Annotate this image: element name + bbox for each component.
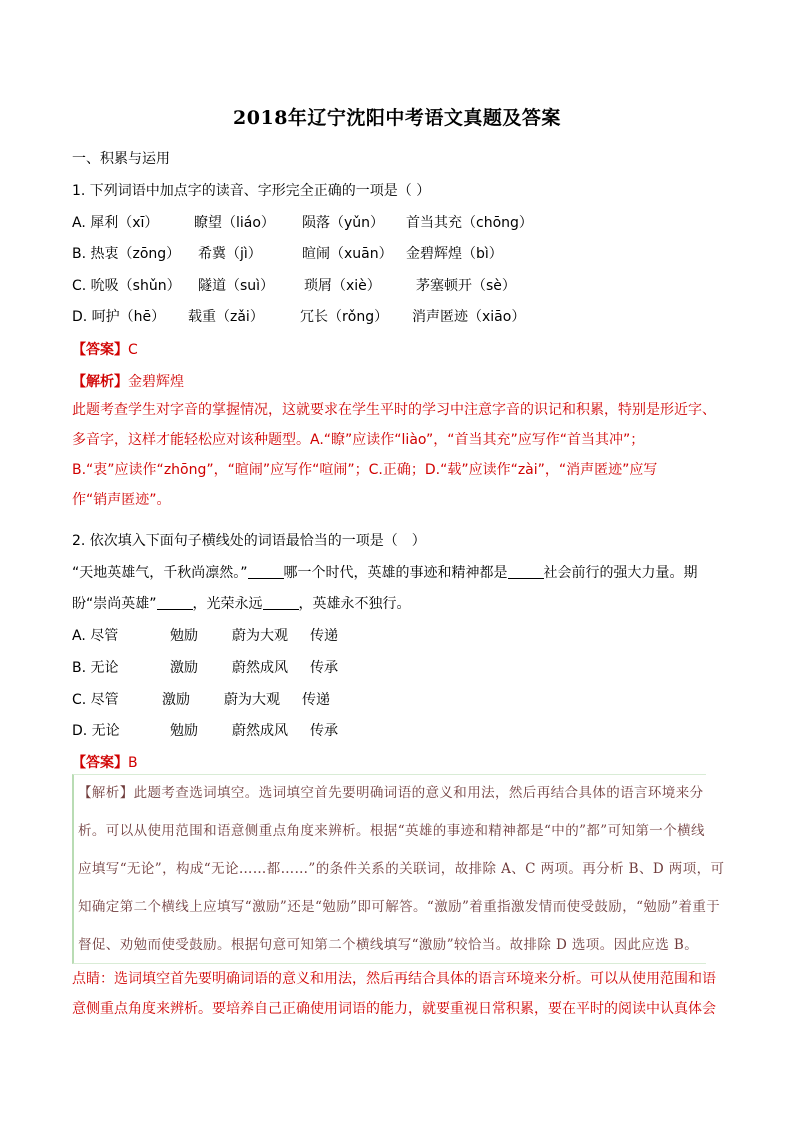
question-1-stem: 1. 下列词语中加点字的读音、字形完全正确的一项是（ ） — [72, 183, 431, 199]
q2-option-a — [72, 625, 338, 645]
scanned-line: 督促、劝勉而使受鼓励。根据句意可知第二个横线填写“激励”较恰当。故排除 D 选项。因此应选 B。 — [78, 937, 699, 953]
sentence-text: ，光荣永远 — [192, 596, 263, 612]
q2-option-c-item: 传递 — [302, 692, 330, 708]
sentence-text: 盼“崇尚英雄” — [72, 596, 157, 612]
answer-value: C — [128, 342, 138, 358]
fill-blank — [508, 564, 544, 579]
q2-option-b-item: B. 无论 — [72, 660, 119, 676]
q1-option-d-item: 冗长（rǒng） — [300, 309, 389, 325]
q1-option-a — [72, 212, 533, 232]
answer-value: B — [128, 755, 138, 771]
answer-label: 【答案】 — [72, 342, 128, 358]
q2-sentence-line-2 — [72, 593, 411, 613]
q2-option-a-item: 传递 — [310, 628, 338, 644]
fill-blank — [157, 595, 193, 610]
q1-option-c — [72, 275, 516, 295]
q2-option-d-item: 蔚然成风 — [232, 723, 288, 739]
q1-option-d-item: 消声匿迹（xiāo） — [412, 309, 526, 325]
q2-tip — [72, 964, 732, 1024]
analysis-line: B.“衷”应读作“zhōng”，“暄闹”应写作“喧闹”；C.正确；D.“载”应读作“zài”，“消声匿迹”应写 — [72, 462, 658, 478]
q2-option-b-item: 蔚然成风 — [232, 660, 288, 676]
q1-option-b-item: 金碧辉煌（bì） — [406, 246, 503, 262]
q2-option-a-item: A. 尽管 — [72, 628, 119, 644]
q2-option-b — [72, 657, 338, 677]
analysis-line: 此题考查学生对字音的掌握情况，这就要求在学生平时的学习中注意字音的识记和积累，特别是形近字、 — [72, 402, 716, 418]
q2-option-a-item: 勉励 — [170, 628, 198, 644]
q2-option-b-item: 激励 — [170, 660, 198, 676]
q1-option-b-item: 希冀（jì） — [198, 246, 262, 262]
q1-option-a-item: 瞭望（liáo） — [194, 215, 275, 231]
q2-option-c-item: 蔚为大观 — [224, 692, 280, 708]
analysis-label: 【解析】 — [72, 374, 128, 390]
q1-analysis-body — [72, 395, 722, 515]
q1-option-c-item: 隧道（suì） — [198, 278, 275, 294]
q1-option-d-item: D. 呵护（hē） — [72, 309, 166, 325]
q2-answer — [72, 752, 138, 772]
q2-option-d-item: D. 无论 — [72, 723, 120, 739]
q1-option-d-item: 载重（zǎi） — [188, 309, 264, 325]
q1-option-a-item: 首当其充（chōng） — [406, 215, 533, 231]
q2-option-d — [72, 720, 338, 740]
q1-option-c-item: 琐屑（xiè） — [304, 278, 381, 294]
scanned-line: 析。可以从使用范围和语意侧重点角度来辨析。根据“英雄的事迹和精神都是“中的”都”可知第一个横线 — [78, 823, 705, 839]
q1-option-c-item: 茅塞顿开（sè） — [416, 278, 516, 294]
q2-option-c — [72, 689, 330, 709]
analysis-line: 作“销声匿迹”。 — [72, 492, 171, 508]
q2-sentence-line-1 — [72, 562, 698, 582]
q1-option-a-item: 陨落（yǔn） — [302, 215, 385, 231]
sentence-text: 哪一个时代，英雄的事迹和精神都是 — [283, 565, 508, 581]
q2-option-c-item: C. 尽管 — [72, 692, 119, 708]
scanned-line: 【解析】此题考查选词填空。选词填空首先要明确词语的意义和用法，然后再结合具体的语言环境来分 — [78, 785, 704, 801]
q1-option-b-item: 暄闹（xuān） — [302, 246, 393, 262]
scanned-analysis-image — [72, 774, 725, 964]
q2-option-b-item: 传承 — [310, 660, 338, 676]
sentence-text: “天地英雄气，千秋尚凛然。” — [72, 565, 248, 581]
q1-option-b-item: B. 热衷（zōng） — [72, 246, 181, 262]
sentence-text: ，英雄永不独行。 — [298, 596, 411, 612]
q1-answer — [72, 339, 138, 359]
tip-line: 意侧重点角度来辨析。要培养自己正确使用词语的能力，就要重视日常积累，要在平时的阅读中认真体会 — [72, 1001, 716, 1017]
scanned-line: 应填写“无论”，构成“无论……都……”的条件关系的关联词，故排除 A、C 两项。再分析 B、D 两项，可 — [78, 861, 725, 877]
q1-option-a-item: A. 犀利（xī） — [72, 215, 159, 231]
q2-option-d-item: 传承 — [310, 723, 338, 739]
analysis-headword: 金碧辉煌 — [128, 374, 184, 390]
scanned-line: 知确定第二个横线上应填写“激励”还是“勉励”即可解答。“激励”着重指激发情而使受鼓励，“勉励”着重于 — [78, 899, 721, 915]
tip-line: 点睛：选词填空首先要明确词语的意义和用法，然后再结合具体的语言环境来分析。可以从使用范围和语 — [72, 971, 716, 987]
fill-blank — [248, 564, 284, 579]
q2-option-a-item: 蔚为大观 — [232, 628, 288, 644]
q1-option-d — [72, 306, 525, 326]
fill-blank — [263, 595, 299, 610]
sentence-text: 社会前行的强大力量。期 — [543, 565, 698, 581]
answer-label: 【答案】 — [72, 755, 128, 771]
q2-option-c-item: 激励 — [162, 692, 190, 708]
q1-option-c-item: C. 吮吸（shǔn） — [72, 278, 181, 294]
q1-option-b — [72, 243, 503, 263]
section-heading: 一、积累与运用 — [72, 151, 170, 167]
q2-option-d-item: 勉励 — [170, 723, 198, 739]
q1-analysis-heading — [72, 371, 184, 391]
analysis-line: 多音字，这样才能轻松应对该种题型。A.“瞭”应读作“liào”，“首当其充”应写作“首当其冲”； — [72, 432, 645, 448]
question-2-stem: 2. 依次填入下面句子横线处的词语最恰当的一项是（ ） — [72, 533, 426, 549]
page-title: 2018年辽宁沈阳中考语文真题及答案 — [233, 107, 561, 129]
